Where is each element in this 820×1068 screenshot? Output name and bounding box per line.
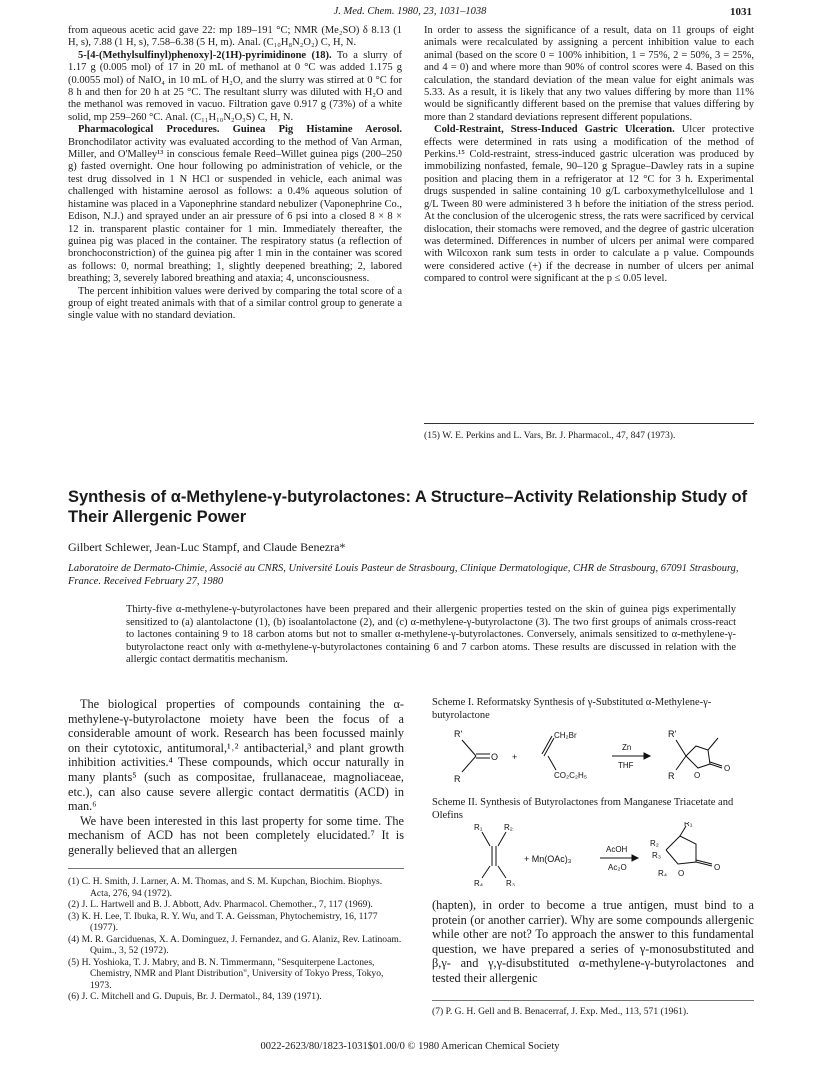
references-list: [68, 876, 404, 1003]
scheme-1-caption: Scheme I. Reformatsky Synthesis of γ-Substituted α-Methylene-γ-butyrolactone: [432, 697, 712, 721]
reference: (7) P. G. H. Gell and B. Benacerraf, J. Exp. Med., 113, 571 (1961).: [432, 1006, 689, 1017]
paragraph-text: Ulcer protective effects were determined in rats using a modification of the method of Perkins.¹⁵ Cold-restraint, stress-induced gastric ulceration was produced by immobilizing nonfasted, female, 90–120 g Sprague–Dawley rats in a supine position and placing them in a refrigerator at 12 °C for 3 h. Experimental drugs suspended in saline containing 10 g/L carboxymethylcellulose and 1 g/L Tween 80 were administered 3 h before the initiation of the stress period. At the conclusion of the ulcerogenic stress, the rats were sacrificed by cervical dislocation, their stomachs were removed, and the degree of gastric ulceration was determined. Differences in number of ulcers per animal were compared with Wilcoxon rank sum tests in order to calculate a p value. Compounds were considered active (+) if the decrease in number of ulcers per animal compared to control were significant at the p ≤ 0.05 level.: [424, 124, 754, 285]
paragraph-text: Bronchodilator activity was evaluated according to the method of Van Arman, Miller, and O'Malley¹³ in conscious female Reed–Willet guinea pigs (200–250 g) fasted overnight. One hour following po administration of vehicle, or the test drug dissolved in 1 N HCl or suspended in vehicle, each animal was challenged with histamine aerosol as follows: a 0.4% aqueous solution of histamine was placed in a Vaponephrine standard nebulizer (Vaponephrine Co., Edison, N.J.) and sprayed under an air pressure of 6 psi into a closed 8 × 8 × 12 in. transparent plastic container for 1 min. Immediately thereafter, the guinea pig was placed in the container. The respiratory status (a reflection of bronchoconstriction) of the guinea pig after 1 min in the container was scored as follows: 0, normal breathing; 1, slightly deepened breathing; 2, labored breathing; 3, severely labored breathing and ataxia; 4, unconsciousness.: [68, 136, 402, 285]
reference: (2) J. L. Hartwell and B. J. Abbott, Adv. Pharmacol. Chemother., 7, 117 (1969).: [68, 899, 373, 910]
s1-plus: +: [512, 752, 518, 762]
s2-r3: R₃: [506, 879, 516, 886]
s2-ac2o: Ac₂O: [608, 863, 627, 872]
paragraph: [424, 124, 754, 285]
paragraph: (hapten), in order to become a true antigen, must bind to a protein (or another carrier). Why are some compounds allergenic while other are not? To approach the answer to this fundamental question, we have prepared a series of γ-monosubstituted and β,γ- and γ,γ-disubstituted α-methylene-γ-butyrolactones and tested their allergenic: [432, 898, 754, 985]
s1-product-r: R: [668, 771, 675, 781]
section-heading: Pharmacological Procedures. Guinea Pig Histamine Aerosol.: [78, 124, 402, 136]
references-rule: [68, 868, 404, 869]
intro-right-column: [432, 898, 754, 986]
article-abstract: Thirty-five α-methylene-γ-butyrolactones have been prepared and their allergenic properties tested on the skin of guinea pigs experimentally sensitized to (a) alantolactone (1), (b) isoalantolactone (2), and (c) α-methylene-γ-butyrolactone (3). The two first groups of animals cross-react to lactones containing 9 to 18 carbon atoms but not to smaller α-methylene-γ-butyrolactones. Conversely, animals sensitized to α-methylene-γ-butyrolactone react only with α-methylene-γ-butyrolactones containing 6 and 7 carbon atoms. These results are discussed in relation with the allergic contact dermatitis mechanism.: [126, 604, 736, 665]
reference: (1) C. H. Smith, J. Larner, A. M. Thomas, and S. M. Kupchan, Biochim. Biophys. Acta, 276, 94 (1972).: [68, 876, 383, 899]
paragraph: from aqueous acetic acid gave 22: mp 189–191 °C; NMR (Me₂SO) δ 8.13 (1 H, s), 7.88 (1 H, s), 7.58–6.38 (5 H, m). Anal. (C₁₀H₈N₂O₂) C, H, N.: [68, 25, 402, 49]
s2-acoh: AcOH: [606, 845, 628, 854]
top-left-column: [68, 25, 402, 323]
s2-r2: R₂: [504, 823, 513, 832]
scheme-2-caption: Scheme II. Synthesis of Butyrolactones from Manganese Triacetate and Olefins: [432, 797, 734, 821]
reference: (5) H. Yoshioka, T. J. Mabry, and B. N. Timmermann, "Sesquiterpene Lactones, Chemistry, NMR and Plant Distribution", University of Tokyo Press, Tokyo, 1973.: [68, 956, 384, 991]
page-footer: 0022-2623/80/1823-1031$01.00/0 © 1980 American Chemical Society: [260, 1041, 560, 1052]
references-rule-right: [432, 1000, 754, 1001]
paragraph: We have been interested in this last property for some time. The mechanism of ACD has not been completely elucidated.⁷ It is generally believed that an allergen: [68, 813, 404, 857]
s1-product-o1: O: [694, 771, 701, 780]
paragraph-text: To a slurry of 1.17 g (0.005 mol) of 17 in 20 mL of methanol at 0 °C was added 1.175 g (0.0055 mol) of NaIO₄ in 10 mL of H₂O, and the slurry was stirred at 0 °C for 8 h and then for 20 h at 25 °C. The resultant slurry was diluted with H₂O and the methanol was removed in vacuo. Filtration gave 0.917 g (73%) of a white solid, mp 259–260 °C. Anal. (C₁₁H₁₀N₂O₃S) C, H, N.: [68, 49, 402, 123]
reference: (3) K. H. Lee, T. Ibuka, R. Y. Wu, and T. A. Geissman, Phytochemistry, 16, 1177 (1977).: [68, 910, 378, 933]
section-heading: 5-[4-(Methylsulfinyl)phenoxy]-2(1H)-pyrimidinone (18).: [78, 49, 332, 61]
footnote: (15) W. E. Perkins and L. Vars, Br. J. Pharmacol., 47, 847 (1973).: [424, 430, 676, 441]
paragraph: The biological properties of compounds containing the α-methylene-γ-butyrolactone moiety have been the focus of a considerable amount of work. Research has been focussed mainly on their cytotoxic, antitumoral,¹˒² antibacterial,³ and plant growth inhibition activities.⁴ These compounds, which occur naturally in many plants⁵ (such as compositae, frullanaceae, magnoliaceae, etc.), can also cause severe allergic contact dermatitis (ACD) in man.⁶: [68, 697, 404, 814]
s2-product-o1: O: [678, 869, 685, 878]
s2-product-r2: R₂: [650, 839, 659, 848]
footnote-rule: [424, 423, 754, 424]
section-heading: Cold-Restraint, Stress-Induced Gastric Ulceration.: [434, 124, 675, 136]
article-authors: Gilbert Schlewer, Jean-Luc Stampf, and Claude Benezra*: [68, 540, 346, 554]
reference: (6) J. C. Mitchell and G. Dupuis, Br. J. Dermatol., 84, 139 (1971).: [68, 991, 322, 1002]
page-number: 1031: [730, 6, 752, 18]
paragraph: [68, 50, 402, 124]
s1-zn: Zn: [622, 743, 632, 752]
s1-co2et: CO₂C₂H₅: [554, 771, 587, 780]
article-affiliation: Laboratoire de Dermato-Chimie, Associé au CNRS, Université Louis Pasteur de Strasbourg, Clinique Dermatologique, CHR de Strasbourg, 67091 Strasbourg, France. Received February 27, 1980: [68, 563, 739, 587]
s1-product-o2: O: [724, 764, 731, 773]
scheme-2-diagram: [432, 822, 762, 886]
s1-product-r1: R': [668, 729, 677, 739]
s1-o: O: [491, 752, 499, 762]
paragraph: The percent inhibition values were derived by comparing the total score of a group of eight treated animals with that of a similar control group to generate a single value with no standard deviation.: [68, 285, 402, 322]
top-right-column: [424, 25, 754, 286]
s2-product-r3: R₃: [652, 851, 662, 860]
intro-left-column: [68, 697, 404, 858]
s1-thf: THF: [618, 761, 634, 770]
s2-product-r4: R₄: [658, 869, 668, 878]
article-title: Synthesis of α-Methylene-γ-butyrolactones: A Structure–Activity Relationship Study of Their Allergenic Power: [68, 488, 748, 526]
s2-reagent: + Mn(OAc)₃: [524, 854, 572, 864]
paragraph: In order to assess the significance of a result, data on 11 groups of eight animals were recalculated by assigning a percent inhibition value to each animal (based on the score 0 = 100% inhibition, 1 = 75%, 2 = 50%, 3 = 25%, and 4 = 0) and where more than 90% of control scores were 4. Based on this calculation, the standard deviation of the mean value for eight animals was 5.33. As a result, it is likely that any two values differing by more than 11% would be significantly different based on the premise that values differing by more than 2 standard deviations represent different populations.: [424, 25, 754, 123]
s2-r1: R₁: [474, 823, 483, 832]
s1-r1: R': [454, 729, 463, 739]
s1-ch2br: CH₂Br: [554, 731, 577, 740]
s2-product-o2: O: [714, 863, 721, 872]
s1-r: R: [454, 774, 461, 784]
scheme-1-diagram: [432, 726, 762, 790]
s2-r4: R₄: [474, 879, 484, 886]
running-header: J. Med. Chem. 1980, 23, 1031–1038: [333, 6, 487, 17]
reference: (4) M. R. Garciduenas, X. A. Dominguez, J. Fernandez, and G. Alaniz, Rev. Latinoam. Quim., 3, 52 (1972).: [68, 933, 402, 956]
paragraph: [68, 124, 402, 285]
s2-product-r1: R₁: [684, 822, 693, 828]
